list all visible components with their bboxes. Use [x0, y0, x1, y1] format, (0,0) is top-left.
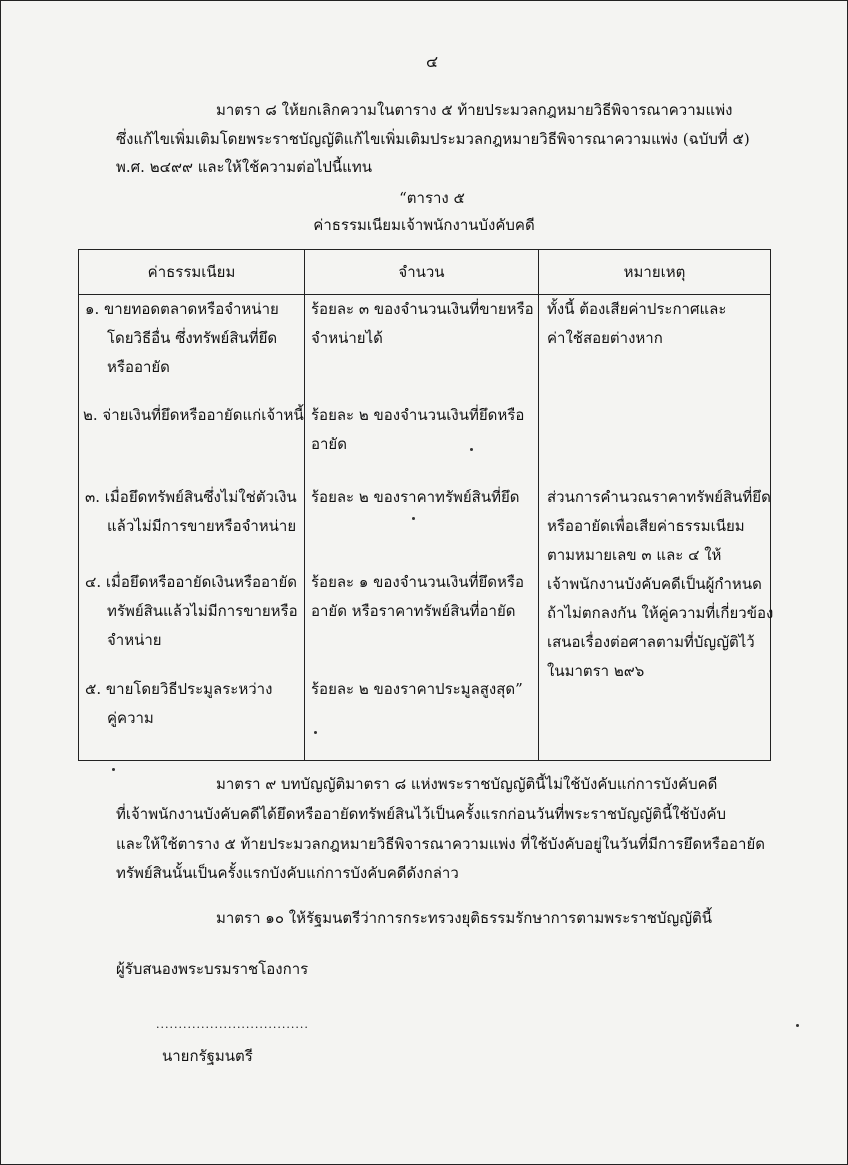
fee-table [78, 249, 774, 761]
section9-line1: มาตรา ๙ บทบัญญัติมาตรา ๘ แห่งพระราชบัญญัตินี้ไม่ใช้บังคับแก่การบังคับคดี [216, 775, 718, 793]
table-caption: “ตาราง ๕ [399, 189, 465, 207]
page-number: ๔ [426, 52, 439, 71]
header-note: หมายเหตุ [539, 250, 771, 295]
scan-speck [112, 768, 115, 771]
scan-speck [314, 731, 317, 734]
section9-line4: ทรัพย์สินนั้นเป็นครั้งแรกบังคับแก่การบังคับคดีดังกล่าว [116, 864, 459, 882]
table-title: ค่าธรรมเนียมเจ้าพนักงานบังคับคดี [313, 216, 535, 234]
fee-column [79, 295, 305, 761]
section10: มาตรา ๑๐ ให้รัฐมนตรีว่าการกระทรวงยุติธรรมรักษาการตามพระราชบัญญัตินี้ [216, 909, 713, 927]
amount-item-5: ร้อยละ ๒ ของราคาประมูลสูงสุด” [311, 680, 523, 698]
amount-column [305, 295, 539, 761]
signatory-title: นายกรัฐมนตรี [162, 1047, 253, 1065]
section8-line2: ซึ่งแก้ไขเพิ่มเติมโดยพระราชบัญญัติแก้ไขเพิ่มเติมประมวลกฎหมายวิธีพิจารณาความแพ่ง (ฉบับที่ ๕) [116, 130, 750, 148]
section9-line3: และให้ใช้ตาราง ๕ ท้ายประมวลกฎหมายวิธีพิจารณาความแพ่ง ที่ใช้บังคับอยู่ในวันที่มีการยึดหรืออายัด [116, 835, 765, 853]
fee-item-5: ๕. ขายโดยวิธีประมูลระหว่าง คู่ความ [85, 680, 273, 727]
header-fee: ค่าธรรมเนียม [79, 250, 305, 295]
fee-item-1: ๑. ขายทอดตลาดหรือจำหน่าย โดยวิธีอื่น ซึ่งทรัพย์สินที่ยึด หรืออายัด [85, 300, 279, 376]
fee-item-3: ๓. เมื่อยึดทรัพย์สินซึ่งไม่ใช่ตัวเงิน แล้วไม่มีการขายหรือจำหน่าย [85, 488, 297, 535]
countersign-text: ผู้รับสนองพระบรมราชโองการ [116, 960, 309, 978]
note-2: ส่วนการคำนวณราคาทรัพย์สินที่ยึด หรืออายัดเพื่อเสียค่าธรรมเนียม ตามหมายเลข ๓ และ ๔ ให้ เจ้าพนักงานบังคับคดีเป็นผู้กำหนด ถ้าไม่ตกลงกัน ให้คู่ความที่เกี่ยวข้อง เสนอเรื่องต่อศาลตามที่บัญญัติไว้ ในมาตรา ๒๙๖ [547, 488, 774, 680]
fee-item-2: ๒. จ่ายเงินที่ยึดหรืออายัดแก่เจ้าหนี้ [83, 406, 304, 424]
amount-item-1: ร้อยละ ๓ ของจำนวนเงินที่ขายหรือ จำหน่ายได้ [311, 300, 534, 347]
amount-item-2: ร้อยละ ๒ ของจำนวนเงินที่ยึดหรือ อายัด [311, 406, 525, 453]
scan-speck [470, 448, 473, 451]
header-amount: จำนวน [305, 250, 539, 295]
note-column [539, 295, 774, 761]
scan-speck [412, 517, 415, 520]
amount-item-3: ร้อยละ ๒ ของราคาทรัพย์สินที่ยึด [311, 488, 520, 506]
section8-line3: พ.ศ. ๒๔๙๙ และให้ใช้ความต่อไปนี้แทน [116, 158, 372, 176]
table-body-row [79, 295, 771, 761]
section9-line2: ที่เจ้าพนักงานบังคับคดีได้ยึดหรืออายัดทรัพย์สินไว้เป็นครั้งแรกก่อนวันที่พระราชบัญญัตินี้ใช้บังคับ [116, 805, 727, 823]
signature-line: .................................. [156, 1018, 309, 1031]
table-header-row [79, 250, 771, 295]
scan-speck [796, 1024, 799, 1027]
amount-item-4: ร้อยละ ๑ ของจำนวนเงินที่ยึดหรือ อายัด หรือราคาทรัพย์สินที่อายัด [311, 573, 524, 620]
section8-line1: มาตรา ๘ ให้ยกเลิกความในตาราง ๕ ท้ายประมวลกฎหมายวิธีพิจารณาความแพ่ง [216, 101, 733, 119]
note-1: ทั้งนี้ ต้องเสียค่าประกาศและ ค่าใช้สอยต่างหาก [547, 300, 727, 347]
fee-item-4: ๔. เมื่อยึดหรืออายัดเงินหรืออายัด ทรัพย์สินแล้วไม่มีการขายหรือ จำหน่าย [85, 573, 298, 649]
